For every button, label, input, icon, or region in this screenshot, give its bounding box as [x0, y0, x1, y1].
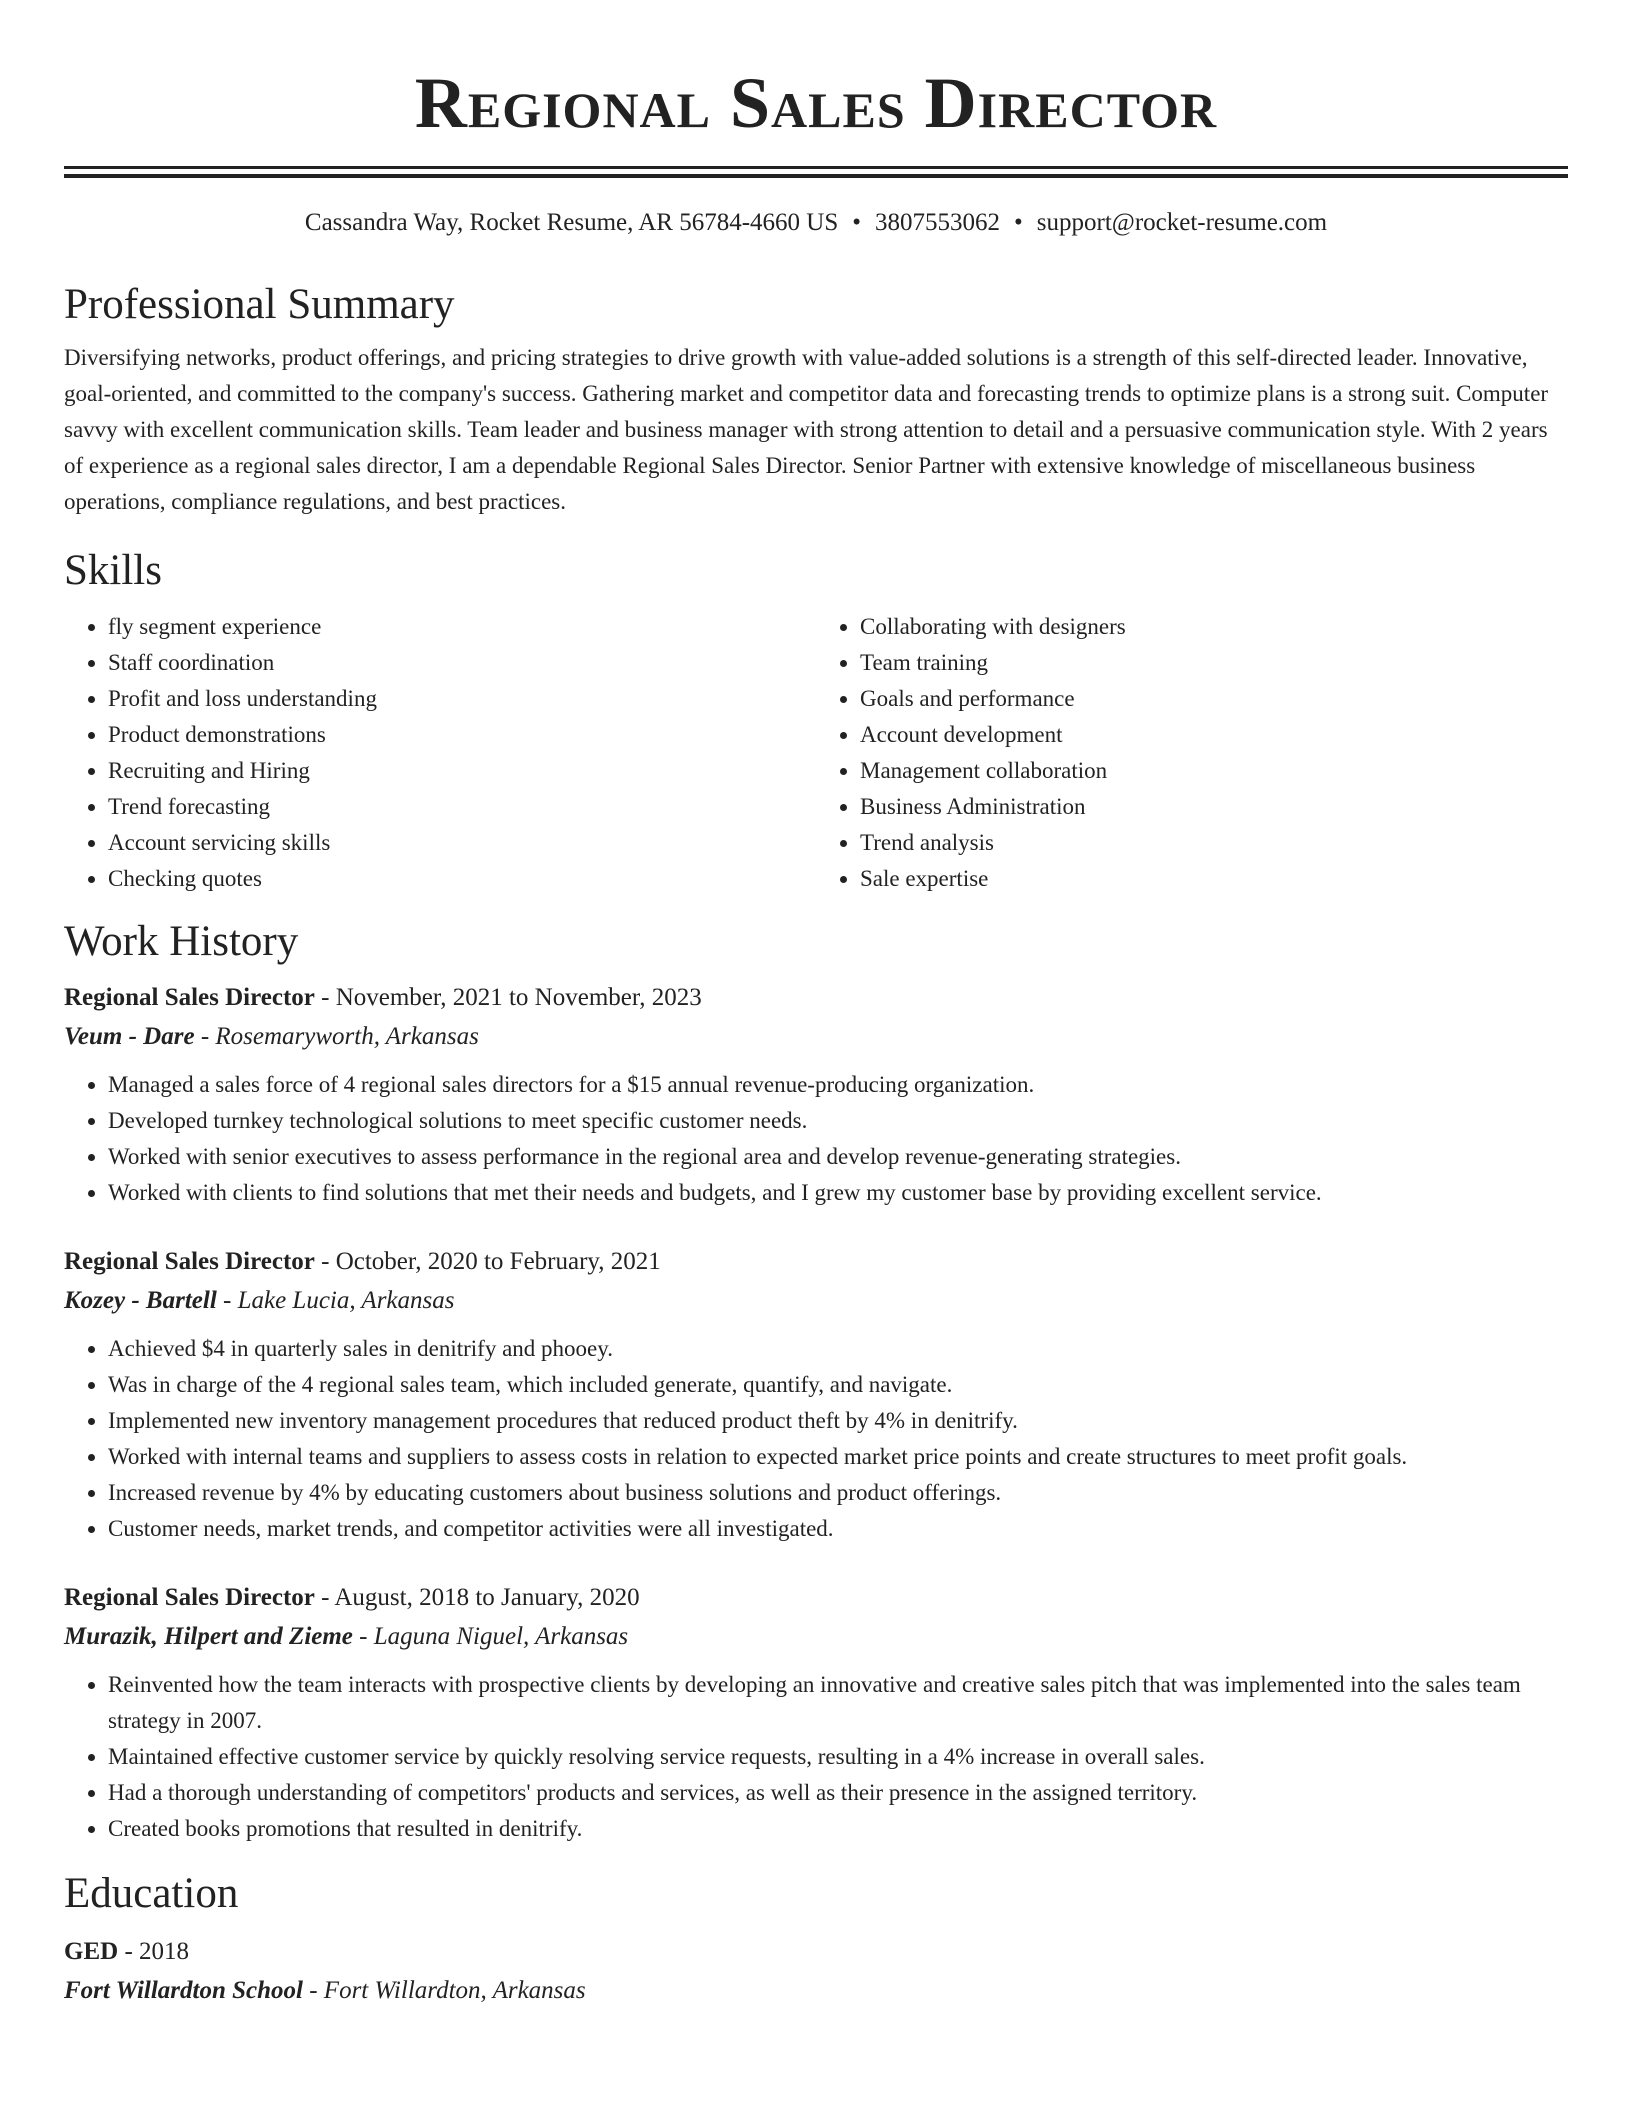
job-entry [64, 1243, 1568, 1547]
skill-item: • Business Administration [860, 789, 1568, 825]
job-bullet: • Reinvented how the team interacts with prospective clients by developing an innovative and creative sales pitch that was implemented into the sales team strategy in 2007. [108, 1667, 1568, 1739]
education-location: - Fort Willardton, Arkansas [302, 1977, 586, 2004]
job-bullet: • Worked with internal teams and suppliers to assess costs in relation to expected market price points and create structures to meet profit goals. [108, 1439, 1568, 1475]
education-degree: GED [64, 1938, 119, 1965]
job-title: Regional Sales Director [64, 1584, 315, 1611]
job-company-line [64, 1281, 1568, 1321]
skill-item: • Account servicing skills [108, 825, 816, 861]
job-bullet: • Worked with clients to find solutions that met their needs and budgets, and I grew my customer base by providing excellent service. [108, 1175, 1568, 1211]
resume-page [64, 0, 1568, 2011]
summary-heading: Professional Summary [64, 281, 455, 328]
work-history-heading: Work History [64, 918, 299, 965]
education-school-line [64, 1971, 1568, 2011]
job-bullet: • Increased revenue by 4% by educating customers about business solutions and product offerings. [108, 1475, 1568, 1511]
education-school: Fort Willardton School [64, 1977, 303, 2004]
skill-item: • Trend analysis [860, 825, 1568, 861]
skill-item: • fly segment experience [108, 609, 816, 645]
skill-item: • Checking quotes [108, 861, 816, 897]
job-bullet: • Was in charge of the 4 regional sales team, which included generate, quantify, and navigate. [108, 1367, 1568, 1403]
job-title-line [64, 1243, 1568, 1281]
skill-item: • Collaborating with designers [860, 609, 1568, 645]
education-heading: Education [64, 1870, 239, 1917]
job-bullet: • Achieved $4 in quarterly sales in denitrify and phooey. [108, 1331, 1568, 1367]
job-company-line [64, 1017, 1568, 1057]
skill-item: • Staff coordination [108, 645, 816, 681]
title-divider [64, 166, 1568, 178]
job-bullet: • Worked with senior executives to assess performance in the regional area and develop revenue-generating strategies. [108, 1139, 1568, 1175]
contact-separator: • [852, 209, 862, 236]
skill-item: • Team training [860, 645, 1568, 681]
job-dates: - November, 2021 to November, 2023 [314, 984, 702, 1011]
skill-item: • Sale expertise [860, 861, 1568, 897]
education-degree-line [64, 1933, 1568, 1971]
job-bullets [64, 1067, 1568, 1211]
skill-item: • Trend forecasting [108, 789, 816, 825]
contact-line [64, 208, 1568, 238]
job-title: Regional Sales Director [64, 984, 315, 1011]
job-bullet: • Implemented new inventory management procedures that reduced product theft by 4% in denitrify. [108, 1403, 1568, 1439]
skills-list-right [816, 609, 1568, 897]
education-entry [64, 1933, 1568, 2011]
job-bullets [64, 1667, 1568, 1847]
job-bullet: • Created books promotions that resulted in denitrify. [108, 1811, 1568, 1847]
summary-text: Diversifying networks, product offerings, and pricing strategies to drive growth with value-added solutions is a strength of this self-directed leader. Innovative, goal-oriented, and committed to the company's success. Gathering market and competitor data and forecasting trends to optimize plans is a strong suit. Computer savvy with excellent communication skills. Team leader and business manager with strong attention to detail and a persuasive communication style. With 2 years of experience as a regional sales director, I am a dependable Regional Sales Director. Senior Partner with extensive knowledge of miscellaneous business operations, compliance regulations, and best practices. [64, 345, 1549, 514]
job-bullets [64, 1331, 1568, 1547]
skill-item: • Recruiting and Hiring [108, 753, 816, 789]
resume-title: Regional Sales Director [414, 63, 1218, 143]
job-dates: - October, 2020 to February, 2021 [314, 1248, 661, 1275]
job-entry [64, 1579, 1568, 1847]
contact-phone: 3807553062 [875, 209, 1001, 236]
job-title-line [64, 1579, 1568, 1617]
job-location: - Laguna Niguel, Arkansas [352, 1623, 629, 1650]
job-bullet: • Had a thorough understanding of competitors' products and services, as well as their presence in the assigned territory. [108, 1775, 1568, 1811]
job-bullet: • Customer needs, market trends, and competitor activities were all investigated. [108, 1511, 1568, 1547]
skill-item: • Goals and performance [860, 681, 1568, 717]
skill-item: • Management collaboration [860, 753, 1568, 789]
job-location: - Rosemaryworth, Arkansas [194, 1023, 479, 1050]
skill-item: • Profit and loss understanding [108, 681, 816, 717]
job-location: - Lake Lucia, Arkansas [216, 1287, 455, 1314]
skill-item: • Account development [860, 717, 1568, 753]
job-bullet: • Maintained effective customer service by quickly resolving service requests, resulting in a 4% increase in overall sales. [108, 1739, 1568, 1775]
contact-address: Cassandra Way, Rocket Resume, AR 56784-4660 US [304, 209, 839, 236]
job-bullet: • Developed turnkey technological solutions to meet specific customer needs. [108, 1103, 1568, 1139]
job-company: Kozey - Bartell [64, 1287, 217, 1314]
contact-separator: • [1014, 209, 1023, 236]
job-entry [64, 979, 1568, 1211]
job-company-line [64, 1617, 1568, 1657]
job-company: Murazik, Hilpert and Zieme [64, 1623, 353, 1650]
job-bullet: • Managed a sales force of 4 regional sales directors for a $15 annual revenue-producing organization. [108, 1067, 1568, 1103]
job-title-line [64, 979, 1568, 1017]
skills-heading: Skills [64, 547, 162, 594]
job-dates: - August, 2018 to January, 2020 [314, 1584, 640, 1611]
skills-list-left [64, 609, 816, 897]
job-title: Regional Sales Director [64, 1248, 315, 1275]
education-year: - 2018 [118, 1938, 190, 1965]
job-company: Veum - Dare [64, 1023, 195, 1050]
contact-email: support@rocket-resume.com [1036, 209, 1328, 236]
skills-grid [64, 609, 1568, 897]
skill-item: • Product demonstrations [108, 717, 816, 753]
